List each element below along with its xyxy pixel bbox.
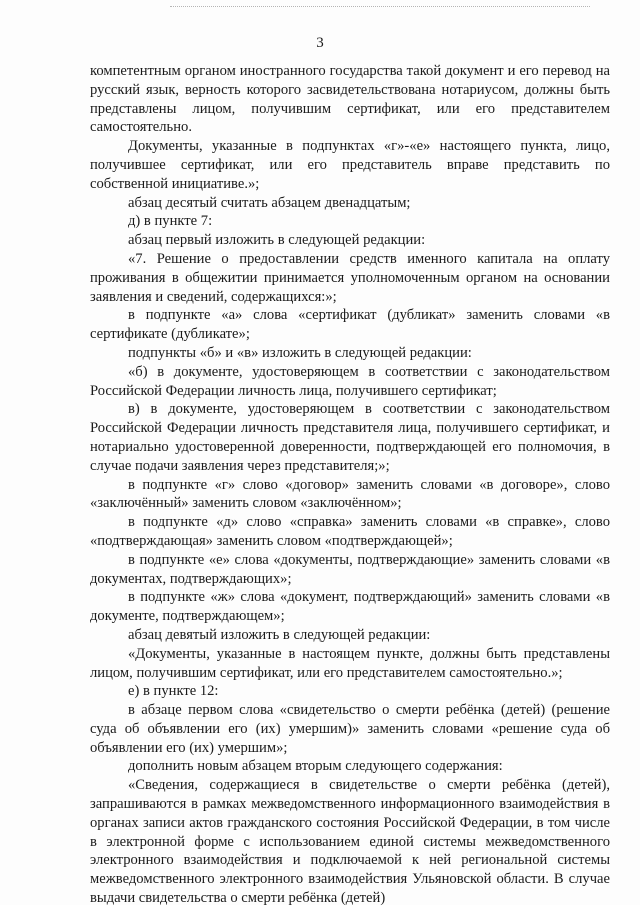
paragraph: абзац первый изложить в следующей редакции: [128, 232, 426, 249]
paragraph: «Документы, указанные в настоящем пункте, должны быть представлены лицом, получившим сертификат, или его представителем самостоятельно.»; [90, 645, 610, 681]
paragraph: подпункты «б» и «в» изложить в следующей редакции: [128, 344, 472, 361]
paragraph: д) в пункте 7: [128, 213, 213, 230]
paragraph: абзац десятый считать абзацем двенадцатым; [128, 194, 411, 211]
paragraph: в подпункте «ж» слова «документ, подтверждающий» заменить словами «в документе, подтверждающем»; [90, 589, 610, 625]
paragraph: Документы, указанные в подпунктах «г»-«е» настоящего пункта, лицо, получившее сертификат, или его представитель вправе представить по собственной инициативе.»; [90, 138, 610, 192]
paragraph: е) в пункте 12: [128, 683, 219, 700]
paragraph: в подпункте «г» слово «договор» заменить словами «в договоре», слово «заключённый» заменить словом «заключённом»; [90, 476, 610, 512]
paragraph: «б) в документе, удостоверяющем в соответствии с законодательством Российской Федерации личность лица, получившего сертификат; [90, 363, 610, 399]
paragraph: «Сведения, содержащиеся в свидетельстве о смерти ребёнка (детей), запрашиваются в рамках межведомственного информационного взаимодействия в органах записи актов гражданского состояния Российской Федерации, в том числе в электронной форме с использованием единой системы межведомственного электронного взаимодействия и подключаемой к ней региональной системы межведомственного электронного взаимодействия Ульяновской области. В случае выдачи свидетельства о смерти ребёнка (детей) [90, 777, 610, 907]
paragraph: в подпункте «е» слова «документы, подтверждающие» заменить словами «в документах, подтверждающих»; [90, 551, 610, 587]
paragraph: компетентным органом иностранного государства такой документ и его перевод на русский язык, верность которого засвидетельствована нотариусом, должны быть представлены лицом, получившим сертификат, или его представителем самостоятельно. [90, 63, 610, 136]
page-number: 3 [316, 35, 324, 51]
paragraph: в абзаце первом слова «свидетельство о смерти ребёнка (детей) (решение суда об объявлении его (их) умершим)» заменить словами «решение суда об объявлении его (их) умершим»; [90, 702, 610, 756]
paragraph: «7. Решение о предоставлении средств именного капитала на оплату проживания в общежитии принимается уполномоченным органом на основании заявления и сведений, содержащихся:»; [90, 250, 610, 305]
document-body [90, 62, 610, 908]
paragraph: дополнить новым абзацем вторым следующего содержания: [128, 758, 503, 775]
scan-artifact-line [170, 6, 590, 9]
paragraph: в) в документе, удостоверяющем в соответствии с законодательством Российской Федерации личность представителя лица, получившего сертификат, и нотариально удостоверенной доверенности, подтверждающей его полномочия, в случае подачи заявления через представителя;»; [90, 401, 610, 474]
paragraph: абзац девятый изложить в следующей редакции: [128, 626, 431, 643]
paragraph: в подпункте «д» слово «справка» заменить словами «в справке», слово «подтверждающая» заменить словом «подтверждающей»; [90, 514, 610, 549]
paragraph: в подпункте «а» слова «сертификат (дубликат» заменить словами «в сертификате (дубликате»; [90, 307, 610, 343]
